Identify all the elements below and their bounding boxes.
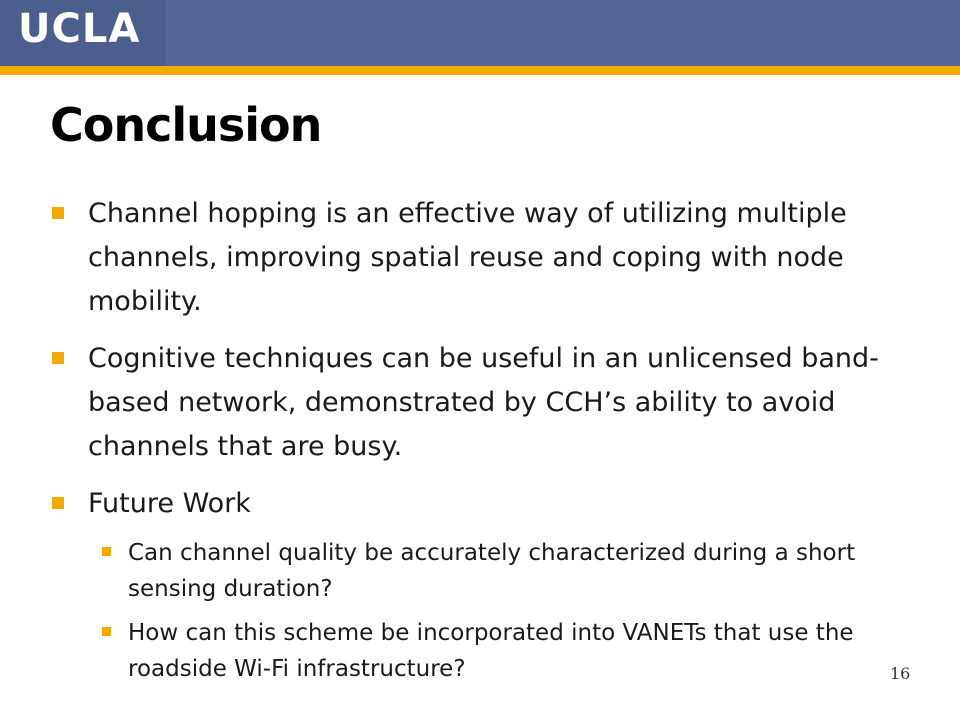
header-bar: [0, 0, 960, 66]
sub-bullet-vanets: [128, 615, 918, 687]
ucla-logo: UCLA: [18, 6, 141, 52]
square-bullet-icon: [102, 547, 111, 556]
bullet-future-work: [88, 482, 918, 526]
accent-bar: [0, 66, 960, 75]
page-number: 16: [890, 664, 911, 683]
square-bullet-icon: [102, 627, 111, 636]
logo-box: [0, 0, 166, 66]
bullet-text: Future Work: [88, 488, 251, 519]
bullet-text: Channel hopping is an effective way of utilizing multiple channels, improving spatial reuse and coping with node mobility.: [88, 198, 847, 317]
square-bullet-icon: [52, 352, 64, 364]
slide-content: [0, 192, 960, 695]
bullet-text: Cognitive techniques can be useful in an unlicensed band-based network, demonstrated by CCH’s ability to avoid channels that are busy.: [88, 343, 879, 462]
sub-bullet-text: Can channel quality be accurately characterized during a short sensing duration?: [128, 540, 856, 602]
slide-title: Conclusion: [50, 98, 322, 152]
bullet-cognitive-techniques: [88, 337, 918, 469]
sub-bullet-text: How can this scheme be incorporated into VANETs that use the roadside Wi-Fi infrastructure?: [128, 620, 854, 682]
future-work-list: [0, 535, 960, 687]
square-bullet-icon: [52, 207, 64, 219]
bullet-channel-hopping: [88, 192, 918, 324]
sub-bullet-channel-quality: [128, 535, 918, 607]
square-bullet-icon: [52, 497, 64, 509]
